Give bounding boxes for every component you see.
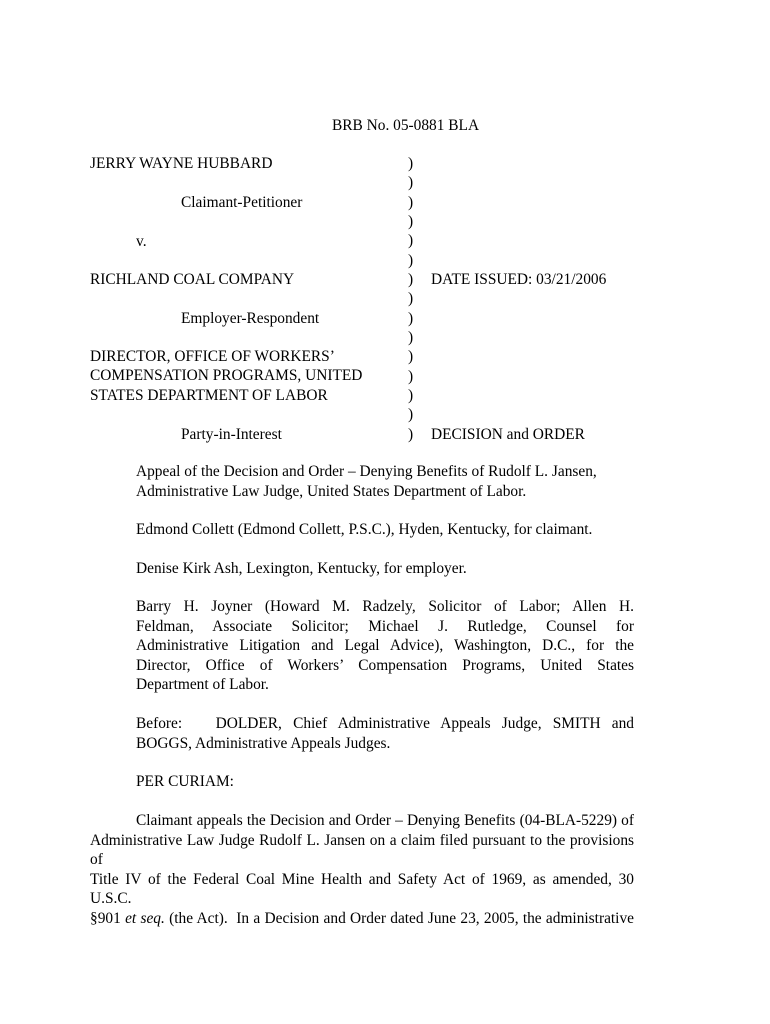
paren: ) [408,406,414,424]
appeal-line-2: Administrative Law Judge, United States Department of Labor. [136,482,527,500]
counsel-claimant: Edmond Collett (Edmond Collett, P.S.C.), Hyden, Kentucky, for claimant. [136,521,593,538]
panel-line-1: Before: DOLDER, Chief Administrative Appeals Judge, SMITH and [136,715,634,732]
paren: ) [408,212,414,230]
et-seq-italic: et seq. [125,909,165,927]
paren: ) [408,232,414,250]
opinion-body-paragraph [90,811,634,928]
versus: v. [136,233,147,250]
counsel-director-line-1: Barry H. Joyner (Howard M. Radzely, Solicitor of Labor; Allen H. [136,598,634,615]
paren: ) [408,174,414,192]
paren: ) [408,290,414,308]
director-role: Party-in-Interest [181,426,282,443]
docket-number: BRB No. 05-0881 BLA [332,117,480,134]
caption-paren-column [408,154,420,444]
body-line-3: Title IV of the Federal Coal Mine Health and Safety Act of 1969, as amended, 30 U.S.C. [90,870,634,907]
employer-name: RICHLAND COAL COMPANY [90,271,295,288]
paren: ) [408,425,414,443]
director-line-3: STATES DEPARTMENT OF LABOR [90,387,328,404]
counsel-director-line-5: Department of Labor. [136,676,269,693]
body-line-1 [90,811,634,831]
panel-line-2: BOGGS, Administrative Appeals Judges. [136,734,391,752]
date-issued: DATE ISSUED: 03/21/2006 [431,271,607,288]
body-line-4 [90,909,634,929]
paren: ) [408,367,414,385]
appeal-paragraph [136,462,634,501]
counsel-director-line-2: Feldman, Associate Solicitor; Michael J. Rutledge, Counsel for [136,617,634,635]
counsel-employer: Denise Kirk Ash, Lexington, Kentucky, for employer. [136,560,467,577]
document-type: DECISION and ORDER [431,426,585,443]
employer-role: Employer-Respondent [181,310,320,327]
director-line-2: COMPENSATION PROGRAMS, UNITED [90,367,363,384]
paren: ) [408,348,414,366]
counsel-director-paragraph [136,597,634,695]
paren: ) [408,309,414,327]
paren: ) [408,328,414,346]
body-line-1-text: Claimant appeals the Decision and Order – Denying Benefits (04-BLA-5229) of [136,812,634,829]
body-line-4-start: §901 [90,909,126,927]
body-line-2: Administrative Law Judge Rudolf L. Jansen on a claim filed pursuant to the provisions of [90,831,634,868]
appeal-line-1: Appeal of the Decision and Order – Denying Benefits of Rudolf L. Jansen, [136,463,597,480]
counsel-director-line-3: Administrative Litigation and Legal Advice), Washington, D.C., for the [136,637,634,654]
paren: ) [408,386,414,404]
panel-paragraph [136,714,634,753]
claimant-name: JERRY WAYNE HUBBARD [90,155,273,172]
paren: ) [408,155,414,172]
director-line-1: DIRECTOR, OFFICE OF WORKERS’ [90,348,335,365]
paren: ) [408,270,414,288]
per-curiam-heading: PER CURIAM: [136,773,234,790]
paren: ) [408,193,414,211]
body-line-4-end: (the Act). In a Decision and Order dated June 23, 2005, the administrative [164,909,634,927]
counsel-director-line-4: Director, Office of Workers’ Compensation Programs, United States [136,656,634,674]
paren: ) [408,251,414,269]
claimant-role: Claimant-Petitioner [181,194,303,211]
